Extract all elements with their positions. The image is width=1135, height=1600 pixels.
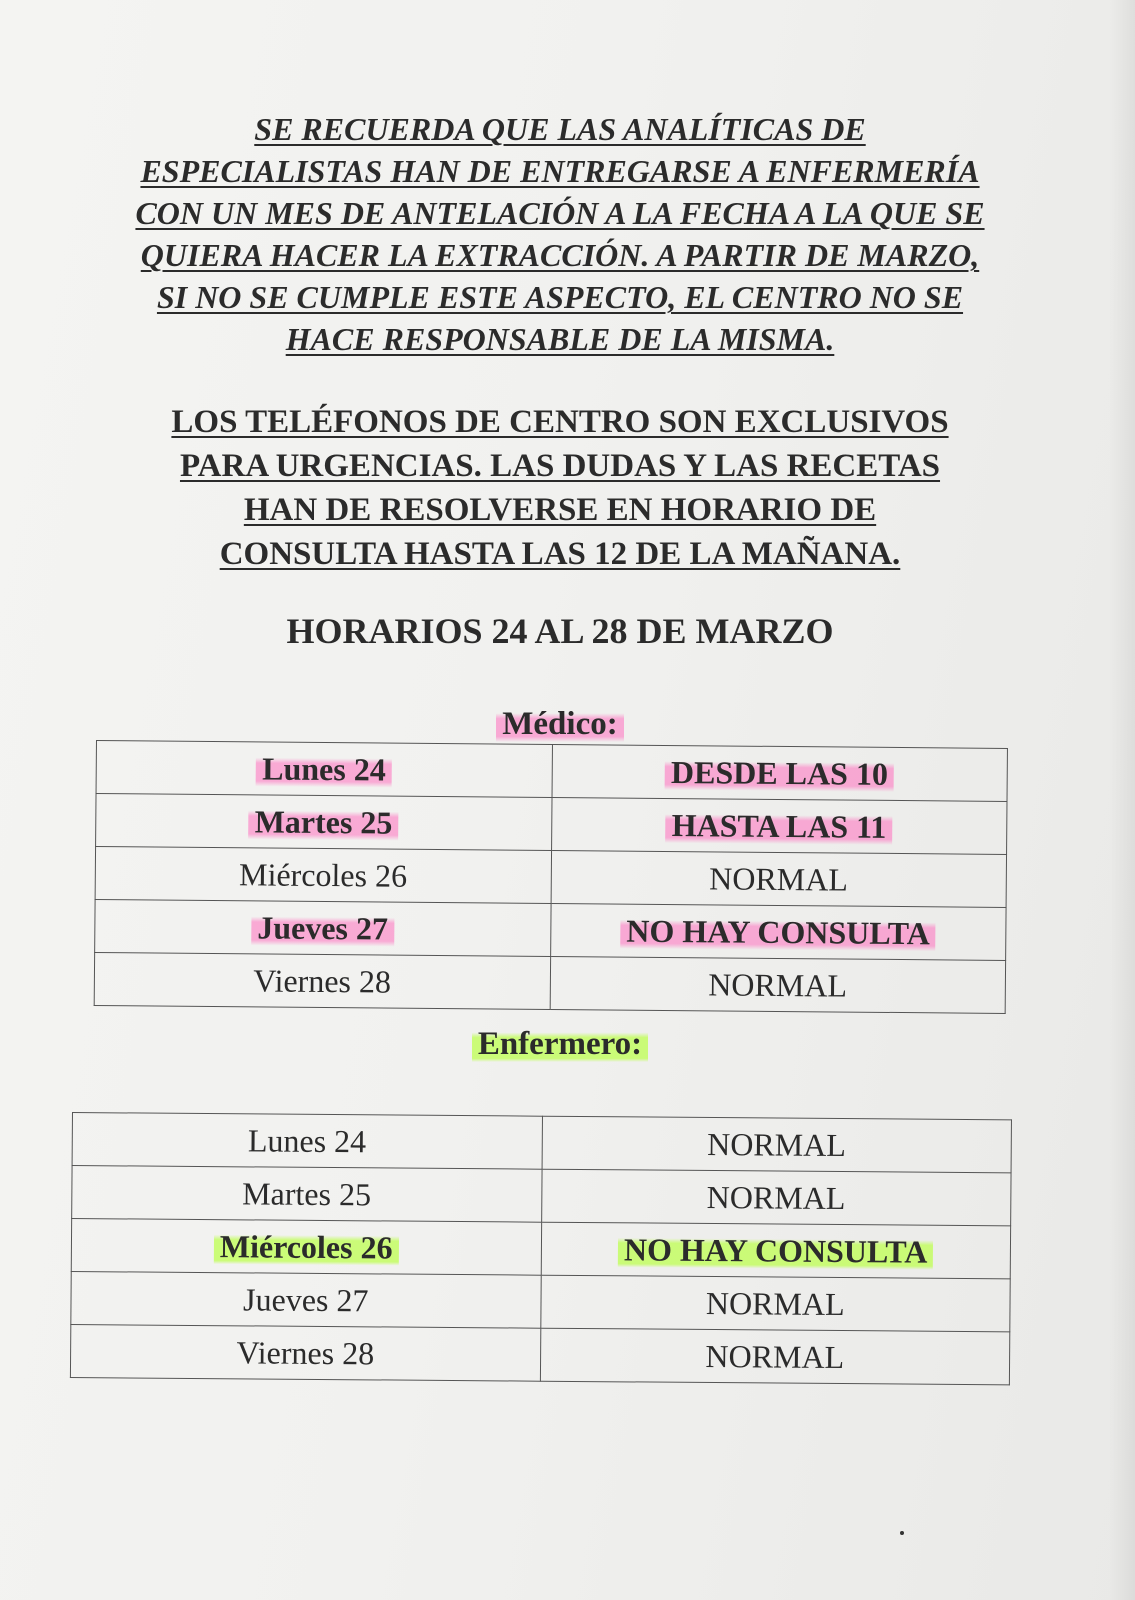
day-cell: Jueves 27	[71, 1271, 541, 1328]
day-cell	[96, 741, 552, 798]
enfermero-schedule-table	[70, 1112, 1012, 1385]
table-row	[72, 1166, 1011, 1226]
day-cell	[71, 1219, 541, 1276]
table-row	[96, 741, 1007, 802]
lab-tests-notice	[60, 108, 1060, 360]
day-cell: Miércoles 26	[95, 847, 551, 904]
day-text: Jueves 27	[251, 909, 394, 946]
medico-schedule-table	[94, 740, 1008, 1014]
day-cell: Viernes 28	[70, 1324, 540, 1381]
schedule-title: HORARIOS 24 AL 28 DE MARZO	[286, 611, 834, 651]
status-cell: NORMAL	[551, 850, 1007, 907]
phone-usage-notice	[60, 400, 1060, 576]
status-cell	[541, 1222, 1011, 1279]
paper-speck	[900, 1531, 904, 1535]
day-text: Lunes 24	[256, 750, 392, 787]
day-text: Martes 25	[249, 803, 399, 840]
table-row	[95, 847, 1006, 908]
day-cell	[96, 794, 552, 851]
table-row	[96, 794, 1007, 855]
enfermero-label-text: Enfermero:	[472, 1026, 648, 1062]
status-cell: NORMAL	[541, 1169, 1011, 1226]
status-cell: NORMAL	[550, 956, 1006, 1013]
notice-line: SI NO SE CUMPLE ESTE ASPECTO, EL CENTRO NO SE	[156, 279, 964, 315]
status-text: HASTA LAS 11	[666, 806, 893, 844]
status-cell: NORMAL	[540, 1328, 1010, 1385]
notice-line: QUIERA HACER LA EXTRACCIÓN. A PARTIR DE MARZO,	[140, 237, 980, 273]
day-cell: Martes 25	[72, 1166, 542, 1223]
status-cell	[552, 744, 1008, 801]
table-row	[94, 952, 1005, 1013]
status-cell: NORMAL	[540, 1275, 1010, 1332]
day-cell: Lunes 24	[72, 1113, 542, 1170]
paper-edge-shadow	[1109, 0, 1135, 1600]
table-row	[71, 1271, 1010, 1331]
day-text: Miércoles 26	[214, 1228, 399, 1265]
status-text: DESDE LAS 10	[665, 753, 894, 791]
table-row	[71, 1219, 1010, 1279]
notice-line: LOS TELÉFONOS DE CENTRO SON EXCLUSIVOS	[171, 404, 949, 440]
medico-label	[60, 706, 1060, 743]
notice-line: HACE RESPONSABLE DE LA MISMA.	[285, 321, 835, 357]
medico-label-text: Médico:	[496, 706, 623, 742]
day-cell: Viernes 28	[94, 952, 550, 1009]
status-text: NO HAY CONSULTA	[618, 1231, 934, 1269]
notice-line: SE RECUERDA QUE LAS ANALÍTICAS DE	[254, 111, 866, 147]
day-cell	[95, 899, 551, 956]
table-row	[70, 1324, 1009, 1384]
notice-line: ESPECIALISTAS HAN DE ENTREGARSE A ENFERMERÍA	[140, 153, 980, 189]
notice-line: PARA URGENCIAS. LAS DUDAS Y LAS RECETAS	[179, 448, 941, 484]
notice-line: CON UN MES DE ANTELACIÓN A LA FECHA A LA QUE SE	[135, 195, 985, 231]
status-cell	[550, 903, 1006, 960]
status-cell	[551, 797, 1007, 854]
notice-line: HAN DE RESOLVERSE EN HORARIO DE	[243, 492, 877, 528]
status-cell: NORMAL	[542, 1116, 1012, 1173]
table-row	[72, 1113, 1011, 1173]
table-row	[95, 899, 1006, 960]
status-text: NO HAY CONSULTA	[620, 912, 936, 951]
enfermero-label	[60, 1026, 1060, 1063]
notice-line: CONSULTA HASTA LAS 12 DE LA MAÑANA.	[219, 536, 901, 572]
